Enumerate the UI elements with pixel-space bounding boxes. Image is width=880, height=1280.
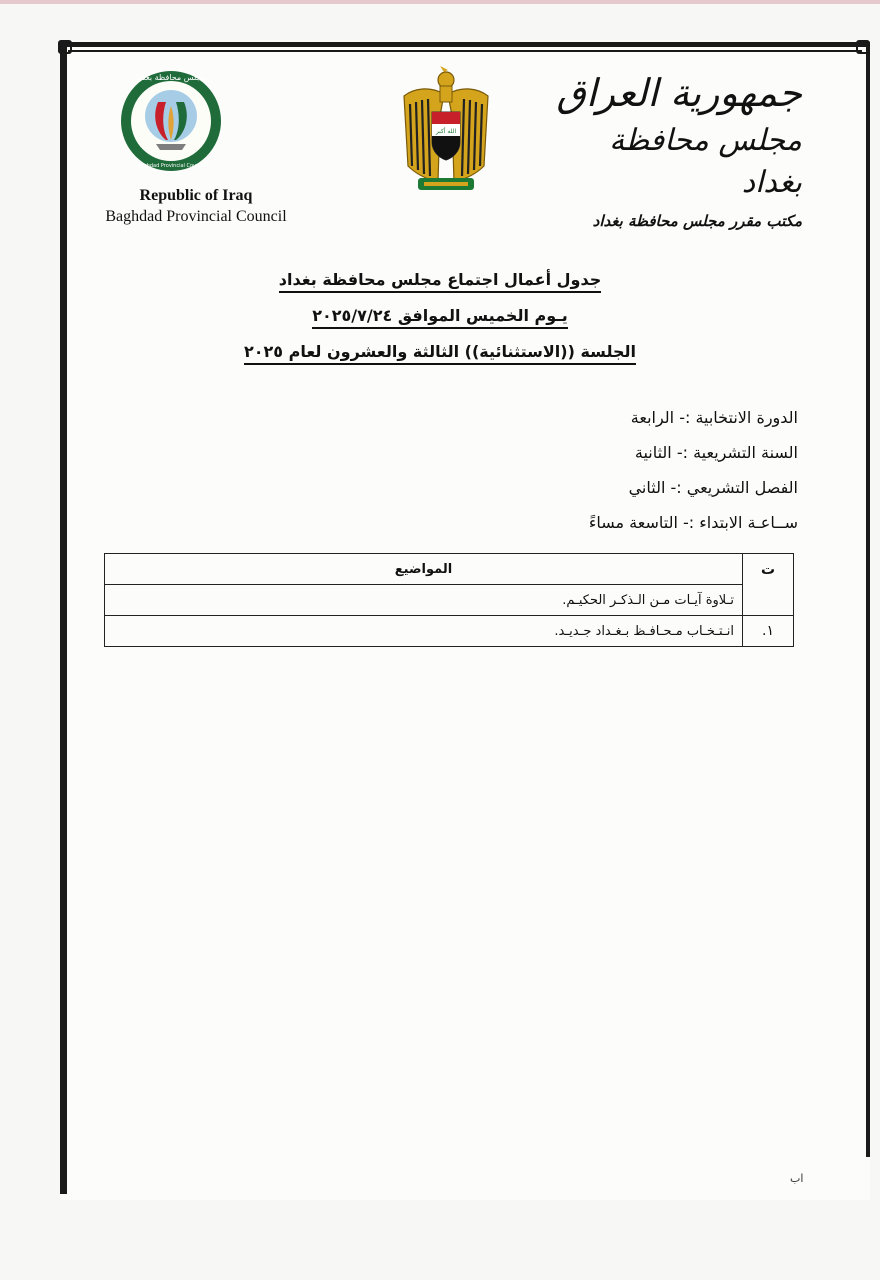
agenda-opening-item: تـلاوة آيـات مـن الـذكـر الحكيـم.: [105, 585, 743, 616]
session-chapter: الفصل التشريعي :- الثاني: [628, 478, 798, 497]
page-border-top: [60, 42, 868, 47]
header-council-ar: مجلس محافظة بغداد: [609, 123, 802, 200]
header-republic-ar: جمهورية العراق: [556, 71, 802, 115]
border-corner-ornament: [856, 40, 870, 54]
agenda-table: [104, 553, 794, 647]
page-border-top-inner: [68, 50, 862, 52]
top-edge-line: [0, 0, 880, 4]
session-start-time: ســاعـة الابتداء :- التاسعة مساءً: [588, 513, 798, 532]
header-republic-en: Republic of Iraq: [139, 187, 253, 204]
title-session: الجلسة ((الاستثنائية)) الثالثة والعشرون لعام ٢٠٢٥: [244, 342, 636, 365]
council-logo-icon: [118, 66, 224, 176]
table-row: [105, 616, 794, 647]
header-arabic: [542, 68, 802, 230]
column-header-number: ت: [743, 554, 794, 616]
border-corner-ornament: [58, 40, 72, 54]
svg-text:الله أكبر: الله أكبر: [435, 128, 457, 135]
footer-initials: اب: [790, 1172, 804, 1185]
table-header-row: [105, 554, 794, 585]
session-info: [478, 400, 798, 540]
header-english: [80, 185, 312, 227]
eagle-of-saladin-icon: [400, 66, 492, 202]
table-row: [105, 585, 794, 616]
page-border-right: [866, 42, 870, 1157]
column-header-topics: المواضيع: [105, 554, 743, 585]
header-office-ar: مكتب مقرر مجلس محافظة بغداد: [592, 212, 802, 230]
agenda-item-number: ١.: [743, 616, 794, 647]
logo-ring-text-en: Baghdad Provincial Council: [137, 163, 205, 169]
agenda-item-text: انـتـخـاب مـحـافـظ بـغـداد جـديـد.: [105, 616, 743, 647]
document-titles: [200, 262, 680, 370]
header-council-en: Baghdad Provincial Council: [105, 208, 287, 225]
page-border-left: [60, 42, 67, 1194]
session-year: السنة التشريعية :- الثانية: [634, 443, 798, 462]
title-date: يـوم الخميس الموافق ٢٠٢٥/٧/٢٤: [312, 306, 568, 329]
title-agenda: جدول أعمال اجتماع مجلس محافظة بغداد: [279, 270, 601, 293]
logo-ring-text-ar: مجلس محافظة بغداد: [135, 73, 207, 82]
session-term: الدورة الانتخابية :- الرابعة: [630, 408, 798, 427]
